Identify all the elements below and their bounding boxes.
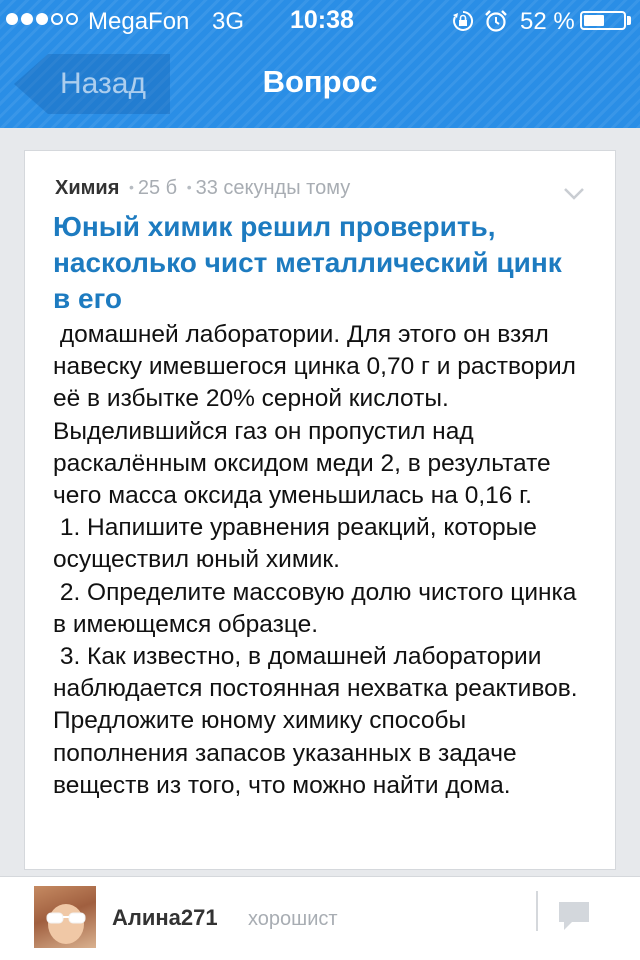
signal-strength-icon — [6, 13, 78, 25]
answerer-row[interactable] — [0, 876, 640, 960]
divider — [536, 891, 538, 931]
signal-dot — [66, 13, 78, 25]
avatar[interactable] — [34, 886, 96, 948]
question-meta — [55, 177, 350, 200]
app-header — [0, 0, 640, 128]
sunglasses-icon — [46, 912, 86, 924]
signal-dot — [21, 13, 33, 25]
battery-level — [584, 15, 604, 26]
meta-separator: • — [128, 179, 134, 195]
question-body — [53, 319, 593, 802]
battery-percent: 52 % — [520, 8, 575, 35]
avatar-face — [48, 904, 84, 944]
battery-icon — [580, 11, 626, 30]
network-type: 3G — [212, 8, 245, 35]
comment-icon[interactable] — [556, 899, 592, 933]
question-paragraph: 1. Напишите уравнения реакций, которые осуществил юный химик. — [53, 514, 544, 574]
timestamp: 33 секунды тому — [195, 177, 351, 199]
signal-dot — [6, 13, 18, 25]
signal-dot — [51, 13, 63, 25]
alarm-clock-icon — [484, 9, 508, 33]
signal-dot — [36, 13, 48, 25]
user-rank: хорошист — [248, 908, 338, 930]
chevron-down-icon[interactable] — [563, 187, 585, 201]
question-paragraph: 3. Как известно, в домашней лаборатории наблюдается постоянная нехватка реактивов. Предложите юному химику способы пополнения запасов указанных в задаче веществ из того, что можно найти дома. — [53, 643, 585, 799]
page-title: Вопрос — [262, 64, 378, 99]
status-bar — [0, 0, 640, 40]
question-paragraph: 2. Определите массовую долю чистого цинка в имеющемся образце. — [53, 578, 584, 638]
carrier-name: MegaFon — [88, 8, 190, 35]
points-badge: 25 б — [137, 177, 178, 199]
meta-separator: • — [186, 179, 192, 195]
back-button-label: Назад — [60, 67, 146, 100]
username[interactable]: Алина271 — [112, 905, 218, 930]
question-title: Юный химик решил проверить, насколько чист металлический цинк в его — [53, 211, 562, 314]
question-paragraph: домашней лаборатории. Для этого он взял навеску имевшегося цинка 0,70 г и растворил её в избытке 20% серной кислоты. Выделившийся газ он пропустил над раскалённым оксидом меди 2, в результате чего масса оксида уменьшилась на 0,16 г. — [53, 321, 583, 510]
battery-tip — [627, 16, 631, 25]
question-card — [24, 150, 616, 870]
orientation-lock-icon — [452, 10, 474, 32]
status-time: 10:38 — [290, 6, 354, 34]
subject-label[interactable]: Химия — [55, 177, 120, 199]
navigation-bar — [0, 40, 640, 128]
